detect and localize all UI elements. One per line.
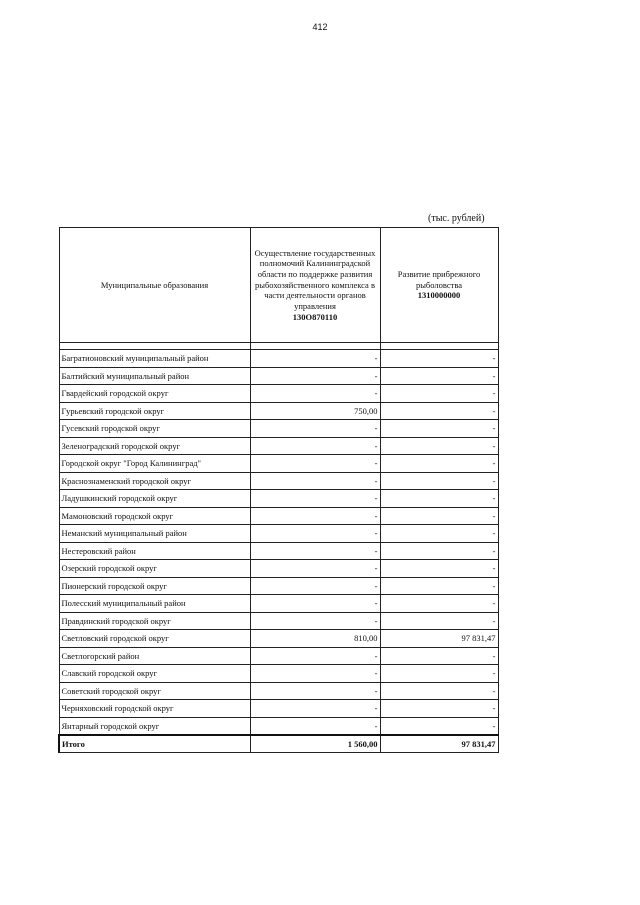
- table-row: [59, 455, 498, 473]
- total-fish-admin-value: 1 560,00: [250, 735, 380, 753]
- table-row: [59, 367, 498, 385]
- municipality-cell: Балтийский муниципальный район: [59, 367, 250, 385]
- fish-admin-value-cell: -: [250, 507, 380, 525]
- table-row: [59, 647, 498, 665]
- coastal-fishing-value-cell: -: [380, 595, 498, 613]
- table-row: [59, 437, 498, 455]
- coastal-fishing-value-cell: -: [380, 350, 498, 368]
- fish-admin-value-cell: -: [250, 542, 380, 560]
- fish-admin-value-cell: -: [250, 665, 380, 683]
- table-row: [59, 560, 498, 578]
- total-coastal-fishing-value: 97 831,47: [380, 735, 498, 753]
- coastal-fishing-value-cell: -: [380, 472, 498, 490]
- coastal-fishing-value-cell: -: [380, 542, 498, 560]
- municipality-cell: Гвардейский городской округ: [59, 385, 250, 403]
- table-row: [59, 630, 498, 648]
- total-label: Итого: [59, 735, 250, 753]
- units-label: (тыс. рублей): [428, 213, 485, 224]
- municipality-cell: Славский городской округ: [59, 665, 250, 683]
- coastal-fishing-value-cell: -: [380, 385, 498, 403]
- coastal-fishing-value-cell: -: [380, 402, 498, 420]
- municipality-cell: Неманский муниципальный район: [59, 525, 250, 543]
- column-header-fish-admin-label: Осуществление государственных полномочий Калининградской области по поддержке развития рыбохозяйственного комплекса в части деятельности органов управления: [254, 247, 376, 311]
- coastal-fishing-value-cell: -: [380, 560, 498, 578]
- municipality-cell: Нестеровский район: [59, 542, 250, 560]
- coastal-fishing-value-cell: -: [380, 437, 498, 455]
- municipality-cell: Пионерский городской округ: [59, 577, 250, 595]
- column-header-coastal-fishing-label: Развитие прибрежного рыболовства: [397, 269, 481, 290]
- column-header-municipality: [59, 228, 250, 343]
- table-header-row: [59, 228, 498, 343]
- subventions-table: [58, 227, 499, 753]
- column-header-fish-admin-code: 130О870110: [292, 311, 338, 322]
- table-row: [59, 595, 498, 613]
- fish-admin-value-cell: -: [250, 525, 380, 543]
- fish-admin-value-cell: -: [250, 560, 380, 578]
- table-row: [59, 612, 498, 630]
- fish-admin-value-cell: -: [250, 350, 380, 368]
- municipality-cell: Багратионовский муниципальный район: [59, 350, 250, 368]
- coastal-fishing-value-cell: -: [380, 700, 498, 718]
- coastal-fishing-value-cell: -: [380, 367, 498, 385]
- fish-admin-value-cell: -: [250, 577, 380, 595]
- municipality-cell: Краснознаменский городской округ: [59, 472, 250, 490]
- municipality-cell: Советский городской округ: [59, 682, 250, 700]
- total-row: [59, 735, 498, 753]
- page-number: 412: [312, 22, 328, 32]
- municipality-cell: Светлогорский район: [59, 647, 250, 665]
- table-row: [59, 420, 498, 438]
- municipality-cell: Зеленоградский городской округ: [59, 437, 250, 455]
- coastal-fishing-value-cell: -: [380, 682, 498, 700]
- table-row: [59, 717, 498, 735]
- fish-admin-value-cell: -: [250, 367, 380, 385]
- coastal-fishing-value-cell: -: [380, 507, 498, 525]
- coastal-fishing-value-cell: -: [380, 717, 498, 735]
- column-header-municipality-label: Муниципальные образования: [100, 279, 209, 290]
- coastal-fishing-value-cell: -: [380, 612, 498, 630]
- table-row: [59, 472, 498, 490]
- table-row: [59, 542, 498, 560]
- column-header-fish-admin: [250, 228, 380, 343]
- fish-admin-value-cell: 750,00: [250, 402, 380, 420]
- fish-admin-value-cell: -: [250, 682, 380, 700]
- coastal-fishing-value-cell: -: [380, 577, 498, 595]
- fish-admin-value-cell: -: [250, 437, 380, 455]
- municipality-cell: Светловский городской округ: [59, 630, 250, 648]
- table-row: [59, 665, 498, 683]
- municipality-cell: Янтарный городской округ: [59, 717, 250, 735]
- table-row: [59, 402, 498, 420]
- table-row: [59, 490, 498, 508]
- municipality-cell: Мамоновский городской округ: [59, 507, 250, 525]
- fish-admin-value-cell: -: [250, 700, 380, 718]
- column-header-coastal-fishing-code: 1310000000: [417, 290, 461, 301]
- table-row: [59, 507, 498, 525]
- coastal-fishing-value-cell: -: [380, 665, 498, 683]
- column-header-coastal-fishing: [380, 228, 498, 343]
- table-row: [59, 577, 498, 595]
- table-row: [59, 385, 498, 403]
- fish-admin-value-cell: -: [250, 385, 380, 403]
- municipality-cell: Гусевский городской округ: [59, 420, 250, 438]
- coastal-fishing-value-cell: -: [380, 490, 498, 508]
- fish-admin-value-cell: -: [250, 490, 380, 508]
- table-row: [59, 525, 498, 543]
- municipality-cell: Озерский городской округ: [59, 560, 250, 578]
- municipality-cell: Городской округ "Город Калининград": [59, 455, 250, 473]
- municipality-cell: Правдинский городской округ: [59, 612, 250, 630]
- fish-admin-value-cell: 810,00: [250, 630, 380, 648]
- fish-admin-value-cell: -: [250, 472, 380, 490]
- table-row: [59, 700, 498, 718]
- fish-admin-value-cell: -: [250, 595, 380, 613]
- municipality-cell: Ладушкинский городской округ: [59, 490, 250, 508]
- coastal-fishing-value-cell: -: [380, 420, 498, 438]
- municipality-cell: Черняховский городской округ: [59, 700, 250, 718]
- fish-admin-value-cell: -: [250, 420, 380, 438]
- table-row: [59, 682, 498, 700]
- header-spacer-row: [59, 343, 498, 350]
- coastal-fishing-value-cell: -: [380, 455, 498, 473]
- coastal-fishing-value-cell: -: [380, 525, 498, 543]
- fish-admin-value-cell: -: [250, 612, 380, 630]
- coastal-fishing-value-cell: 97 831,47: [380, 630, 498, 648]
- table-row: [59, 350, 498, 368]
- fish-admin-value-cell: -: [250, 455, 380, 473]
- fish-admin-value-cell: -: [250, 647, 380, 665]
- fish-admin-value-cell: -: [250, 717, 380, 735]
- municipality-cell: Полесский муниципальный район: [59, 595, 250, 613]
- coastal-fishing-value-cell: -: [380, 647, 498, 665]
- municipality-cell: Гурьевский городской округ: [59, 402, 250, 420]
